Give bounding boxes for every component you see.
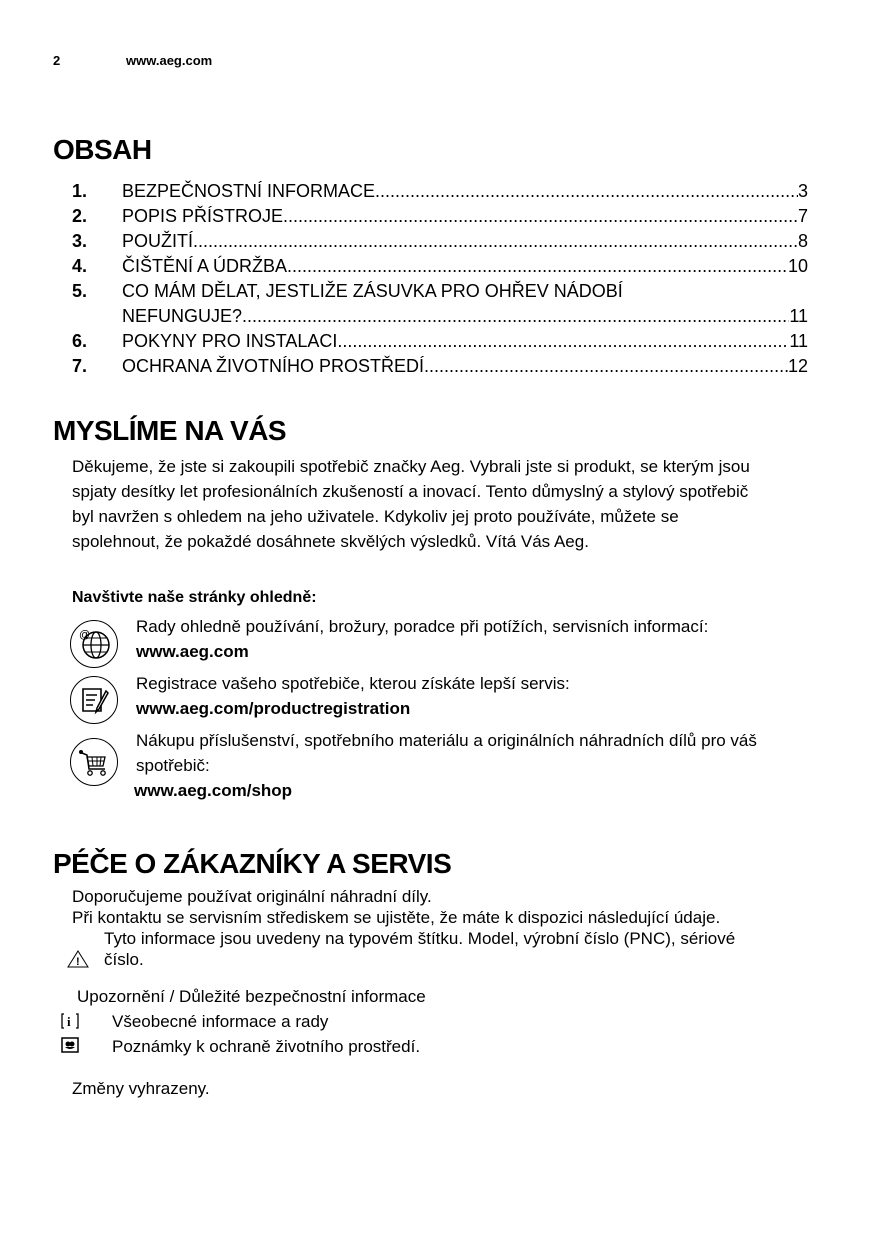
- toc-item[interactable]: [72, 354, 808, 379]
- section-title-service: PÉČE O ZÁKAZNÍKY A SERVIS: [53, 848, 452, 879]
- toc-item-title: POUŽITÍ: [122, 231, 193, 251]
- toc-page: 8: [797, 231, 808, 251]
- toc-page: 11: [789, 331, 808, 351]
- toc-page: 12: [787, 356, 808, 376]
- visit-label: Navštivte naše stránky ohledně:: [72, 589, 317, 606]
- link-block: [136, 671, 570, 721]
- toc-item-title: OCHRANA ŽIVOTNÍHO PROSTŘEDÍ: [122, 356, 425, 376]
- link-url[interactable]: www.aeg.com: [136, 642, 249, 661]
- service-line: Doporučujeme používat originální náhradní díly.: [72, 887, 432, 906]
- toc-page: 3: [797, 181, 808, 201]
- svg-text:!: !: [76, 956, 80, 968]
- toc-item-title: BEZPEČNOSTNÍ INFORMACE: [122, 181, 376, 201]
- footer-note: Změny vyhrazeny.: [72, 1079, 210, 1098]
- paragraph-line: Děkujeme, že jste si zakoupili spotřebič značky Aeg. Vybrali jste si produkt, se kterým jsou: [72, 457, 750, 476]
- paragraph-line: spjaty desítky let profesionálních zkušeností a inovací. Tento důmyslný a stylový spotřebič: [72, 482, 749, 501]
- toc-item-title: CO MÁM DĚLAT, JESTLIŽE ZÁSUVKA PRO OHŘEV NÁDOBÍ: [122, 281, 623, 301]
- legend-warning: Upozornění / Důležité bezpečnostní informace: [77, 987, 426, 1006]
- toc-item[interactable]: [72, 229, 808, 254]
- toc-num: 6.: [72, 331, 88, 351]
- toc-item-title: ČIŠTĚNÍ A ÚDRŽBA: [122, 256, 288, 276]
- link-url[interactable]: www.aeg.com/shop: [134, 781, 293, 800]
- link-block: [136, 728, 757, 803]
- link-block: [136, 614, 708, 664]
- legend-info: Všeobecné informace a rady: [112, 1012, 329, 1031]
- svg-text:@: @: [79, 629, 91, 641]
- intro-paragraph: [72, 454, 750, 554]
- toc-item[interactable]: [72, 179, 808, 204]
- toc-item[interactable]: [72, 279, 808, 304]
- toc-item-title: POPIS PŘÍSTROJE: [122, 206, 284, 226]
- toc-item-continued[interactable]: [72, 304, 808, 329]
- toc-num: 1.: [72, 181, 88, 201]
- paragraph-line: byl navržen s ohledem na jeho uživatele. Kdykoliv jej proto používáte, můžete se: [72, 507, 679, 526]
- warning-icon: [67, 950, 89, 968]
- cart-icon: [70, 738, 118, 786]
- table-of-contents: [72, 179, 808, 379]
- toc-num: 5.: [72, 281, 88, 301]
- toc-num: 2.: [72, 206, 88, 226]
- toc-num: 3.: [72, 231, 88, 251]
- header-site[interactable]: www.aeg.com: [126, 53, 213, 68]
- legend-environment: Poznámky k ochraně životního prostředí.: [112, 1037, 421, 1056]
- svg-text:i: i: [67, 1014, 71, 1029]
- toc-page: 7: [797, 206, 808, 226]
- page-number: 2: [53, 53, 61, 68]
- toc-page: 10: [787, 256, 808, 276]
- toc-item-title: POKYNY PRO INSTALACI: [122, 331, 338, 351]
- link-description-continued: spotřebič:: [136, 756, 210, 775]
- link-description: Nákupu příslušenství, spotřebního materiálu a originálních náhradních dílů pro váš: [136, 731, 757, 750]
- note-line: Tyto informace jsou uvedeny na typovém štítku. Model, výrobní číslo (PNC), sériové: [104, 929, 736, 948]
- toc-item[interactable]: [72, 329, 808, 354]
- link-description: Rady ohledně používání, brožury, poradce při potížích, servisních informací:: [136, 617, 709, 636]
- toc-page: 11: [789, 306, 808, 326]
- service-line: Při kontaktu se servisním střediskem se ujistěte, že máte k dispozici následující údaje.: [72, 908, 721, 927]
- info-icon: [61, 1013, 79, 1029]
- link-url[interactable]: www.aeg.com/productregistration: [136, 699, 411, 718]
- toc-title: OBSAH: [53, 134, 152, 165]
- globe-icon: [70, 620, 118, 668]
- note-line: číslo.: [104, 950, 144, 969]
- registration-icon: [70, 676, 118, 724]
- toc-item[interactable]: [72, 204, 808, 229]
- section-title-thinking: MYSLÍME NA VÁS: [53, 415, 287, 446]
- paragraph-line: spolehnout, že pokaždé dosáhnete skvělých výsledků. Vítá Vás Aeg.: [72, 532, 589, 551]
- toc-item-title-continued: NEFUNGUJE?: [122, 306, 243, 326]
- toc-item[interactable]: [72, 254, 808, 279]
- environment-icon: [61, 1037, 79, 1053]
- toc-num: 4.: [72, 256, 88, 276]
- toc-num: 7.: [72, 356, 88, 376]
- link-description: Registrace vašeho spotřebiče, kterou získáte lepší servis:: [136, 674, 570, 693]
